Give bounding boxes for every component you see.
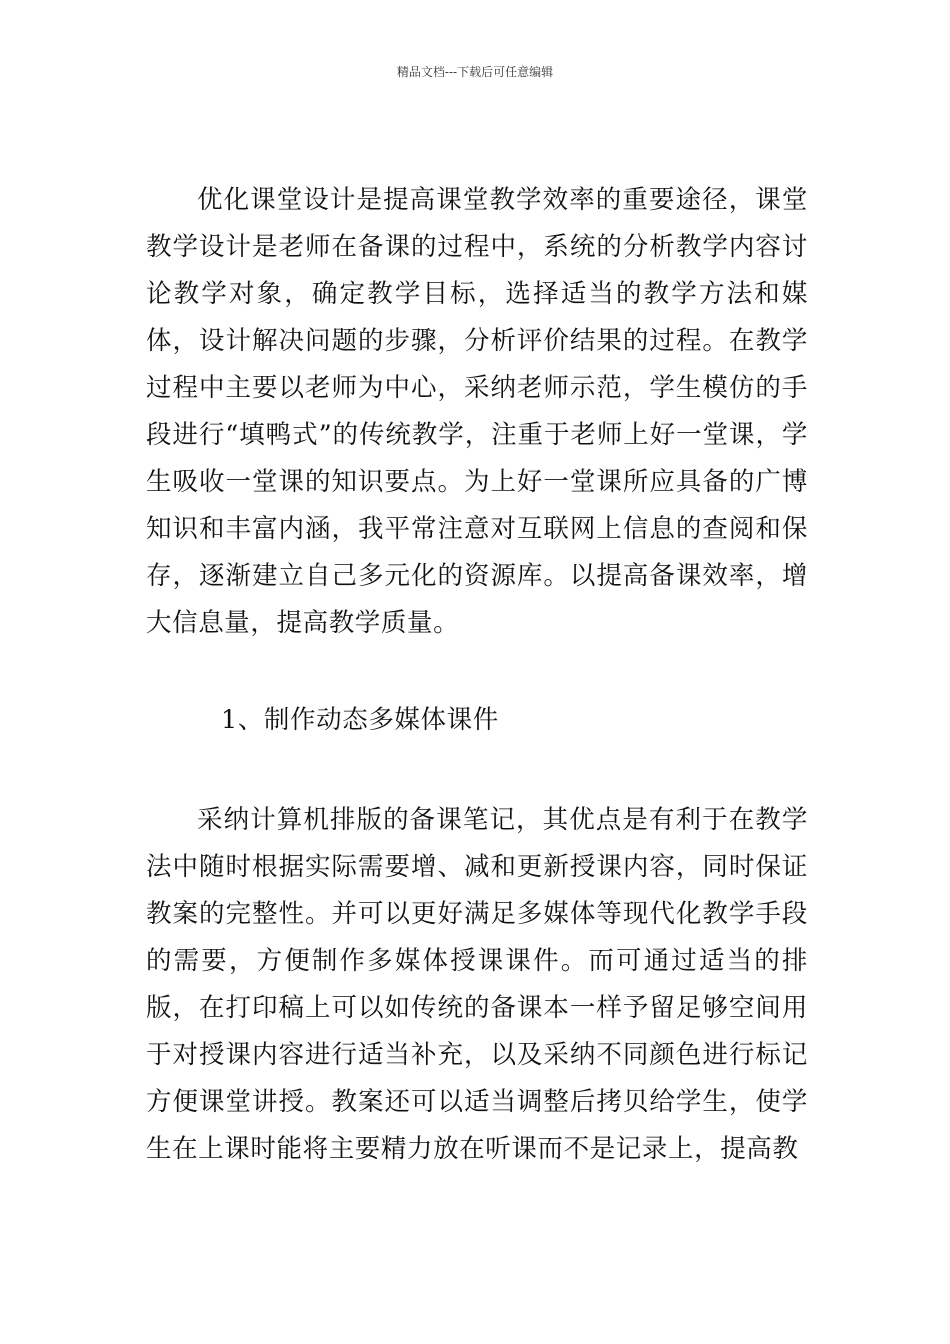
section-heading-multimedia: 1、制作动态多媒体课件 — [221, 705, 499, 735]
paragraph-classroom-design: 优化课堂设计是提高课堂教学效率的重要途径，课堂教学设计是老师在备课的过程中，系统的分析教学内容讨论教学对象，确定教学目标，选择适当的教学方法和媒体，设计解决问题的步骤，分析评价结果的过程。在教学过程中主要以老师为中心，采纳老师示范，学生模仿的手段进行“填鸭式”的传统教学，注重于老师上好一堂课，学生吸收一堂课的知识要点。为上好一堂课所应具备的广博知识和丰富内涵，我平常注意对互联网上信息的查阅和保存，逐渐建立自己多元化的资源库。以提高备课效率，增大信息量，提高教学质量。 — [146, 185, 808, 638]
paragraph-computer-typesetting: 采纳计算机排版的备课笔记，其优点是有利于在教学法中随时根据实际需要增、减和更新授课内容，同时保证教案的完整性。并可以更好满足多媒体等现代化教学手段的需要，方便制作多媒体授课课件。而可通过适当的排版，在打印稿上可以如传统的备课本一样予留足够空间用于对授课内容进行适当补充，以及采纳不同颜色进行标记方便课堂讲授。教案还可以适当调整后拷贝给学生，使学生在上课时能将主要精力放在听课而不是记录上，提高教 — [146, 805, 808, 1164]
page-header: 精品文档---下载后可任意编辑 — [396, 65, 554, 79]
spacer — [146, 647, 808, 697]
document-body — [146, 177, 808, 1173]
spacer — [146, 744, 808, 797]
